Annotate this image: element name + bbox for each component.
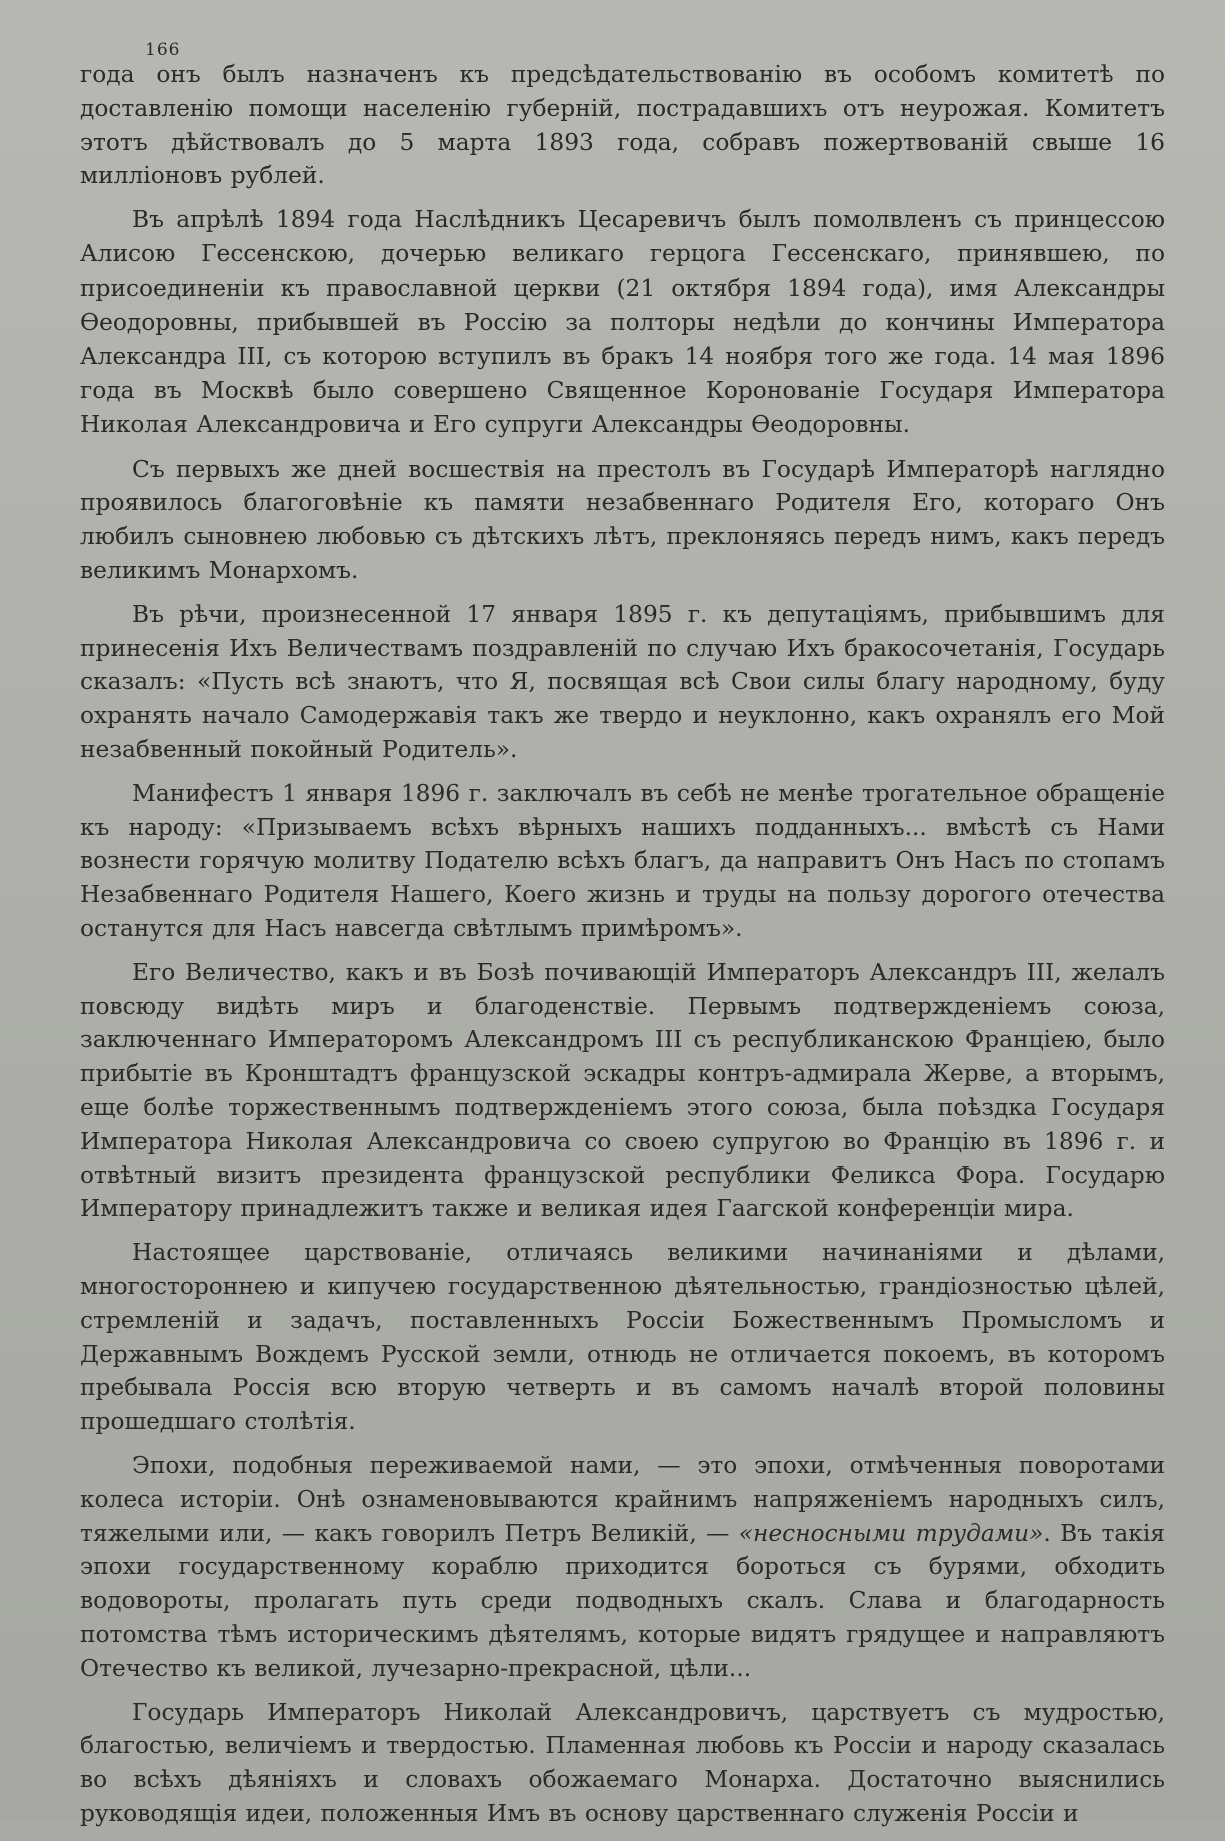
- page-number: 166: [145, 40, 181, 60]
- paragraph-3: Съ первыхъ же дней восшествія на престолъ въ Государѣ Императорѣ наглядно проявилось благоговѣніе къ памяти незабвеннаго Родителя Его, котораго Онъ любилъ сыновнею любовью съ дѣтскихъ лѣтъ, преклоняясь передъ нимъ, какъ передъ великимъ Монархомъ.: [80, 455, 1165, 584]
- paragraph-8-end: . Въ такія эпохи государственному кораблю приходится бороться съ бурями, обходить водовороты, пролагать путь среди подводныхъ скалъ. Слава и благодарность потомства тѣмъ историческимъ дѣятелямъ, которые видятъ грядущее и направляютъ Отечество къ великой, лучезарно-прекрасной, цѣли...: [80, 1519, 1165, 1682]
- paragraph-1: года онъ былъ назначенъ къ предсѣдательствованію въ особомъ комитетѣ по доставленію помощи населенію губерній, пострадавшихъ отъ неурожая. Комитетъ этотъ дѣйствовалъ до 5 марта 1893 года, собравъ пожертвованій свыше 16 милліоновъ рублей.: [80, 61, 1165, 190]
- paragraph-8-italic-quote: «несносными трудами»: [738, 1519, 1044, 1547]
- paragraph-9: Государь Императоръ Николай Александровичъ, царствуетъ съ мудростью, благостью, величіемъ и твердостью. Пламенная любовь къ Россіи и народу сказалась во всѣхъ дѣяніяхъ и словахъ обожаемаго Монарха. Достаточно выяснились руководящія идеи, положенныя Имъ въ основу царственнаго служенія Россіи и: [80, 1698, 1165, 1827]
- paragraph-8-start: Эпохи, подобныя переживаемой нами, — это эпохи, отмѣченныя поворотами колеса исторіи. Онѣ ознаменовываются крайнимъ напряженіемъ народныхъ силъ, тяжелыми или, — какъ говорилъ Петръ Великій, —: [80, 1451, 1165, 1547]
- paragraph-2: Въ апрѣлѣ 1894 года Наслѣдникъ Цесаревичъ былъ помолвленъ съ принцессою Алисою Гессенскою, дочерью великаго герцога Гессенскаго, принявшею, по присоединеніи къ православной церкви (21 октября 1894 года), имя Александры Ѳеодоровны, прибывшей въ Россію за полторы недѣли до кончины Императора Александра III, съ которою вступилъ въ бракъ 14 ноября того же года. 14 мая 1896 года въ Москвѣ было совершено Священное Коронованіе Государя Императора Николая Александровича и Его супруги Александры Ѳеодоровны.: [80, 206, 1165, 439]
- paragraph-5: Манифестъ 1 января 1896 г. заключалъ въ себѣ не менѣе трогательное обращеніе къ народу: «Призываемъ всѣхъ вѣрныхъ нашихъ подданныхъ... вмѣстѣ съ Нами вознести горячую молитву Подателю всѣхъ благъ, да направитъ Онъ Насъ по стопамъ Незабвеннаго Родителя Нашего, Коего жизнь и труды на пользу дорогого отечества останутся для Насъ навсегда свѣтлымъ примѣромъ».: [80, 779, 1165, 942]
- paragraph-6: Его Величество, какъ и въ Бозѣ почивающій Императоръ Александръ III, желалъ повсюду видѣть миръ и благоденствіе. Первымъ подтвержденіемъ союза, заключеннаго Императоромъ Александромъ III съ республиканскою Франціею, было прибытіе въ Кронштадтъ французской эскадры контръ-адмирала Жерве, а вторымъ, еще болѣе торжественнымъ подтвержденіемъ этого союза, была поѣздка Государя Императора Николая Александровича со своею супругою во Францію въ 1896 г. и отвѣтный визитъ президента французской республики Феликса Фора. Государю Императору принадлежитъ также и великая идея Гаагской конференціи мира.: [80, 958, 1165, 1223]
- page-body: [80, 58, 1165, 1841]
- paragraph-7: Настоящее царствованіе, отличаясь великими начинаніями и дѣлами, многостороннею и кипучею государственною дѣятельностью, грандіозностью цѣлей, стремленій и задачъ, поставленныхъ Россіи Божественнымъ Промысломъ и Державнымъ Вождемъ Русской земли, отнюдь не отличается покоемъ, въ которомъ пребывала Россія всю вторую четверть и въ самомъ началѣ второй половины прошедшаго столѣтія.: [80, 1239, 1165, 1436]
- paragraph-4: Въ рѣчи, произнесенной 17 января 1895 г. къ депутаціямъ, прибывшимъ для принесенія Ихъ Величествамъ поздравленій по случаю Ихъ бракосочетанія, Государь сказалъ: «Пусть всѣ знаютъ, что Я, посвящая всѣ Свои силы благу народному, буду охранять начало Самодержавія такъ же твердо и неуклонно, какъ охранялъ его Мой незабвенный покойный Родитель».: [80, 600, 1165, 763]
- paragraph-8: [80, 1449, 1165, 1686]
